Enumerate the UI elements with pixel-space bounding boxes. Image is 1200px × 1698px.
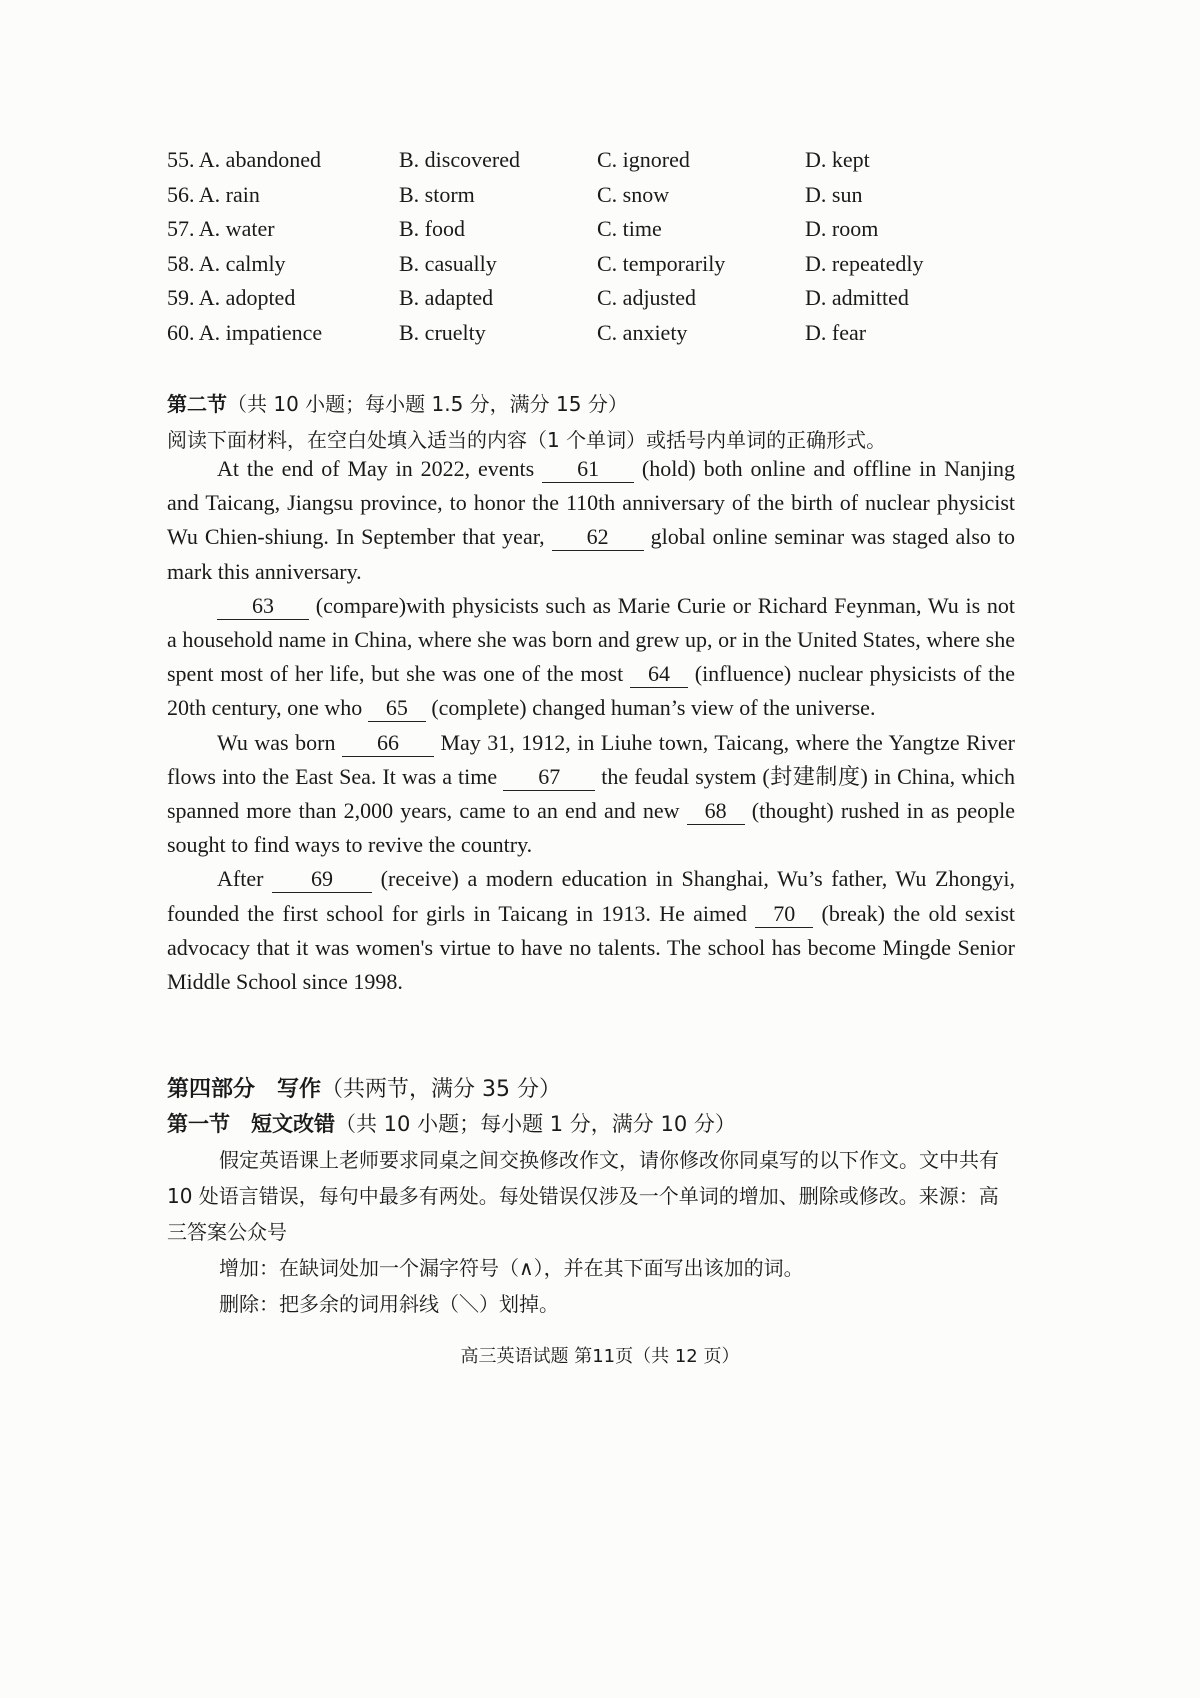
part4-heading	[167, 1072, 561, 1103]
option-d: D. admitted	[805, 285, 909, 310]
question-number: 57.	[167, 216, 195, 241]
option-d: D. kept	[805, 147, 870, 172]
option-c: C. temporarily	[597, 250, 726, 276]
blank-66: 66	[342, 730, 434, 757]
section1-title-paren: （共 10 小题；每小题 1 分，满分 10 分）	[335, 1112, 736, 1136]
blank-65: 65	[368, 695, 426, 722]
option-d: D. room	[805, 216, 879, 241]
options-list	[167, 143, 1027, 350]
blank-69: 69	[272, 866, 372, 893]
blank-62: 62	[552, 524, 644, 551]
option-b: B. casually	[399, 250, 497, 276]
page-footer: 高三英语试题 第11页（共 12 页）	[460, 1346, 740, 1367]
grammar-passage	[167, 452, 1015, 999]
option-b: B. cruelty	[399, 319, 486, 345]
option-c: C. ignored	[597, 147, 690, 172]
option-d: D. repeatedly	[805, 250, 924, 276]
section2-instruction: 阅读下面材料，在空白处填入适当的内容（1 个单词）或括号内单词的正确形式。	[167, 428, 887, 452]
blank-67: 67	[503, 764, 595, 791]
passage-paragraph: At the end of May in 2022, events 61 (hold) both online and offline in Nanjing and Taicang, Jiangsu province, to honor the 110th anniversary of the birth of nuclear physicist Wu Chien-shiung. In September that year, 62 global online seminar was staged also to mark this anniversary.	[167, 456, 1016, 584]
option-row-55	[167, 143, 1027, 178]
option-a: A. adopted	[198, 285, 296, 310]
question-number: 55.	[167, 147, 195, 172]
option-b: B. food	[399, 216, 465, 241]
question-number: 56.	[167, 181, 195, 207]
option-row-59	[167, 281, 1027, 316]
passage-paragraph: Wu was born 66 May 31, 1912, in Liuhe town, Taicang, where the Yangtze River flows into the East Sea. It was a time 67 the feudal system (封建制度) in China, which spanned more than 2,000 years, came to an end and new 68 (thought) rushed in as people sought to find ways to revive the country.	[167, 729, 1015, 858]
blank-63: 63	[217, 593, 309, 620]
part4-title-paren: （共两节，满分 35 分）	[321, 1077, 561, 1102]
passage-paragraph: After 69 (receive) a modern education in Shanghai, Wu’s father, Wu Zhongyi, founded the first school for girls in Taicang in 1913. He aimed 70 (break) the old sexist advocacy that it was women's virtue to have no talents. The school has become Mingde Senior Middle School since 1998.	[167, 866, 1015, 995]
question-number: 59.	[167, 285, 195, 310]
option-a: A. abandoned	[198, 147, 321, 172]
option-row-60	[167, 316, 1027, 351]
option-c: C. anxiety	[597, 319, 688, 345]
option-a: A. impatience	[198, 319, 323, 345]
option-c: C. time	[597, 216, 662, 241]
section1-instruction: 假定英语课上老师要求同桌之间交换修改作文，请你修改你同桌写的以下作文。文中共有 10 处语言错误，每句中最多有两处。每处错误仅涉及一个单词的增加、删除或修改。来源：高三答案公众号	[167, 1148, 999, 1244]
option-b: B. discovered	[399, 147, 520, 172]
option-d: D. fear	[805, 319, 867, 345]
blank-61: 61	[542, 456, 634, 483]
section2-title-paren: （共 10 小题；每小题 1.5 分，满分 15 分）	[227, 392, 628, 416]
option-c: C. snow	[597, 181, 670, 207]
option-row-56	[167, 178, 1027, 213]
option-c: C. adjusted	[597, 285, 696, 310]
option-a: A. rain	[198, 181, 260, 207]
section2-heading	[167, 388, 628, 417]
option-b: B. adapted	[399, 285, 494, 310]
option-a: A. water	[198, 216, 275, 241]
passage-paragraph: 63 (compare)with physicists such as Marie Curie or Richard Feynman, Wu is not a household name in China, where she was born and grew up, or in the United States, where she spent most of her life, but she was one of the most 64 (influence) nuclear physicists of the 20th century, one who 65 (complete) changed human’s view of the universe.	[167, 592, 1015, 721]
section1-heading	[167, 1108, 736, 1138]
section2-title: 第二节	[167, 392, 227, 416]
part4-title: 第四部分 写作	[167, 1077, 322, 1102]
option-b: B. storm	[399, 181, 475, 207]
option-d: D. sun	[805, 181, 863, 207]
option-a: A. calmly	[198, 250, 286, 276]
add-rule: 增加：在缺词处加一个漏字符号（∧），并在其下面写出该加的词。	[219, 1256, 804, 1280]
blank-64: 64	[630, 661, 688, 688]
blank-70: 70	[755, 901, 813, 928]
section1-title: 第一节 短文改错	[167, 1112, 335, 1136]
correction-instructions	[167, 1142, 1017, 1322]
option-row-58	[167, 247, 1027, 282]
question-number: 60.	[167, 319, 195, 345]
option-row-57	[167, 212, 1027, 247]
blank-68: 68	[687, 798, 745, 825]
delete-rule: 删除：把多余的词用斜线（＼）划掉。	[219, 1292, 559, 1316]
question-number: 58.	[167, 250, 195, 276]
